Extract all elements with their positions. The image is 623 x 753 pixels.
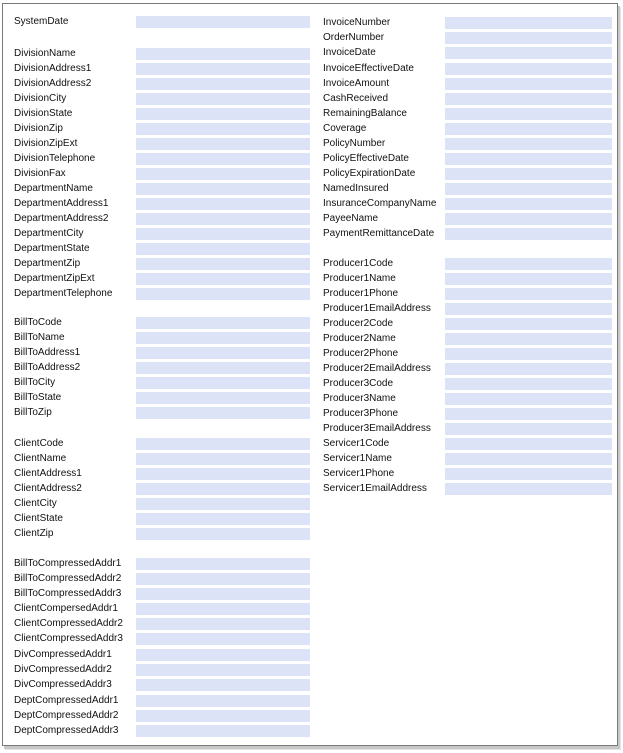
producer1-email-address-row: [323, 302, 623, 316]
bill-to-state-label: BillToState: [14, 392, 62, 403]
bill-to-state-row: [14, 391, 314, 405]
client-name-field[interactable]: [136, 453, 310, 465]
coverage-label: Coverage: [323, 123, 367, 134]
producer2-email-address-label: Producer2EmailAddress: [323, 363, 431, 374]
policy-expiration-date-row: [323, 167, 623, 181]
department-name-row: [14, 182, 314, 196]
client-code-field[interactable]: [136, 438, 310, 450]
client-city-row: [14, 497, 314, 511]
producer2-name-row: [323, 332, 623, 346]
producer2-code-row: [323, 317, 623, 331]
insurance-company-name-row: [323, 197, 623, 211]
producer3-email-address-label: Producer3EmailAddress: [323, 423, 431, 434]
department-zip-ext-label: DepartmentZipExt: [14, 273, 95, 284]
bill-to-zip-row: [14, 406, 314, 420]
client-compersed-addr1-field[interactable]: [136, 603, 310, 615]
insurance-company-name-field[interactable]: [445, 198, 612, 210]
servicer1-code-field[interactable]: [445, 438, 612, 450]
division-zip-ext-label: DivisionZipExt: [14, 138, 78, 149]
div-compressed-addr1-row: [14, 648, 314, 662]
producer2-code-field[interactable]: [445, 318, 612, 330]
div-compressed-addr2-row: [14, 663, 314, 677]
servicer1-code-label: Servicer1Code: [323, 438, 390, 449]
division-name-field[interactable]: [136, 48, 310, 60]
client-compersed-addr1-label: ClientCompersedAddr1: [14, 603, 118, 614]
department-city-label: DepartmentCity: [14, 228, 84, 239]
division-address1-row: [14, 62, 314, 76]
bill-to-city-field[interactable]: [136, 377, 310, 389]
remaining-balance-row: [323, 107, 623, 121]
division-city-label: DivisionCity: [14, 93, 67, 104]
producer1-email-address-label: Producer1EmailAddress: [323, 303, 431, 314]
div-compressed-addr3-label: DivCompressedAddr3: [14, 679, 112, 690]
servicer1-phone-row: [323, 467, 623, 481]
producer3-name-field[interactable]: [445, 393, 612, 405]
division-telephone-field[interactable]: [136, 153, 310, 165]
department-zip-label: DepartmentZip: [14, 258, 81, 269]
bill-to-zip-label: BillToZip: [14, 407, 52, 418]
system-date-row: [14, 15, 314, 29]
producer3-code-row: [323, 377, 623, 391]
division-state-field[interactable]: [136, 108, 310, 120]
division-address2-label: DivisionAddress2: [14, 78, 92, 89]
dept-compressed-addr2-field[interactable]: [136, 710, 310, 722]
dept-compressed-addr3-row: [14, 724, 314, 738]
invoice-number-label: InvoiceNumber: [323, 17, 391, 28]
named-insured-label: NamedInsured: [323, 183, 389, 194]
dept-compressed-addr1-field[interactable]: [136, 695, 310, 707]
division-address1-field[interactable]: [136, 63, 310, 75]
client-compressed-addr3-field[interactable]: [136, 633, 310, 645]
bill-to-name-label: BillToName: [14, 332, 65, 343]
bill-to-address2-label: BillToAddress2: [14, 362, 81, 373]
client-state-field[interactable]: [136, 513, 310, 525]
producer3-code-label: Producer3Code: [323, 378, 394, 389]
producer2-email-address-row: [323, 362, 623, 376]
invoice-effective-date-label: InvoiceEffectiveDate: [323, 63, 414, 74]
client-code-row: [14, 437, 314, 451]
department-address1-field[interactable]: [136, 198, 310, 210]
dept-compressed-addr2-label: DeptCompressedAddr2: [14, 710, 119, 721]
client-address1-field[interactable]: [136, 468, 310, 480]
bill-to-compressed-addr3-label: BillToCompressedAddr3: [14, 588, 122, 599]
bill-to-compressed-addr3-row: [14, 587, 314, 601]
bill-to-code-field[interactable]: [136, 317, 310, 329]
client-zip-row: [14, 527, 314, 541]
cash-received-field[interactable]: [445, 93, 612, 105]
servicer1-name-label: Servicer1Name: [323, 453, 392, 464]
bill-to-code-row: [14, 316, 314, 330]
department-address2-field[interactable]: [136, 213, 310, 225]
department-zip-row: [14, 257, 314, 271]
bill-to-city-label: BillToCity: [14, 377, 56, 388]
invoice-number-row: [323, 16, 623, 30]
client-name-label: ClientName: [14, 453, 67, 464]
bill-to-city-row: [14, 376, 314, 390]
servicer1-email-address-row: [323, 482, 623, 496]
dept-compressed-addr1-row: [14, 694, 314, 708]
producer1-code-label: Producer1Code: [323, 258, 394, 269]
bill-to-name-row: [14, 331, 314, 345]
bill-to-address1-row: [14, 346, 314, 360]
department-telephone-field[interactable]: [136, 288, 310, 300]
bill-to-code-label: BillToCode: [14, 317, 62, 328]
payee-name-field[interactable]: [445, 213, 612, 225]
producer2-phone-label: Producer2Phone: [323, 348, 399, 359]
client-compressed-addr2-label: ClientCompressedAddr2: [14, 618, 123, 629]
producer3-phone-label: Producer3Phone: [323, 408, 399, 419]
producer2-name-field[interactable]: [445, 333, 612, 345]
invoice-amount-label: InvoiceAmount: [323, 78, 390, 89]
client-compersed-addr1-row: [14, 602, 314, 616]
department-address1-label: DepartmentAddress1: [14, 198, 109, 209]
department-zip-field[interactable]: [136, 258, 310, 270]
division-city-field[interactable]: [136, 93, 310, 105]
payee-name-label: PayeeName: [323, 213, 379, 224]
policy-expiration-date-field[interactable]: [445, 168, 612, 180]
client-address2-field[interactable]: [136, 483, 310, 495]
policy-effective-date-field[interactable]: [445, 153, 612, 165]
payment-remittance-date-row: [323, 227, 623, 241]
producer1-code-row: [323, 257, 623, 271]
department-zip-ext-field[interactable]: [136, 273, 310, 285]
client-compressed-addr2-row: [14, 617, 314, 631]
cash-received-row: [323, 92, 623, 106]
division-zip-ext-row: [14, 137, 314, 151]
client-compressed-addr3-label: ClientCompressedAddr3: [14, 633, 123, 644]
division-zip-label: DivisionZip: [14, 123, 63, 134]
remaining-balance-label: RemainingBalance: [323, 108, 407, 119]
producer1-phone-row: [323, 287, 623, 301]
bill-to-compressed-addr2-label: BillToCompressedAddr2: [14, 573, 122, 584]
department-city-field[interactable]: [136, 228, 310, 240]
bill-to-address1-label: BillToAddress1: [14, 347, 81, 358]
named-insured-field[interactable]: [445, 183, 612, 195]
bill-to-compressed-addr1-label: BillToCompressedAddr1: [14, 558, 122, 569]
coverage-field[interactable]: [445, 123, 612, 135]
invoice-date-row: [323, 46, 623, 60]
producer3-email-address-field[interactable]: [445, 423, 612, 435]
division-fax-row: [14, 167, 314, 181]
department-state-row: [14, 242, 314, 256]
policy-effective-date-label: PolicyEffectiveDate: [323, 153, 409, 164]
client-code-label: ClientCode: [14, 438, 64, 449]
servicer1-name-field[interactable]: [445, 453, 612, 465]
dept-compressed-addr3-label: DeptCompressedAddr3: [14, 725, 119, 736]
bill-to-compressed-addr3-field[interactable]: [136, 588, 310, 600]
div-compressed-addr2-field[interactable]: [136, 664, 310, 676]
client-zip-label: ClientZip: [14, 528, 54, 539]
department-address2-label: DepartmentAddress2: [14, 213, 109, 224]
division-zip-ext-field[interactable]: [136, 138, 310, 150]
form-panel: [2, 3, 618, 746]
bill-to-compressed-addr1-field[interactable]: [136, 558, 310, 570]
invoice-effective-date-row: [323, 62, 623, 76]
producer1-name-field[interactable]: [445, 273, 612, 285]
division-zip-field[interactable]: [136, 123, 310, 135]
division-telephone-row: [14, 152, 314, 166]
invoice-amount-field[interactable]: [445, 78, 612, 90]
producer1-email-address-field[interactable]: [445, 303, 612, 315]
coverage-row: [323, 122, 623, 136]
bill-to-address1-field[interactable]: [136, 347, 310, 359]
div-compressed-addr1-field[interactable]: [136, 649, 310, 661]
producer3-code-field[interactable]: [445, 378, 612, 390]
producer1-phone-field[interactable]: [445, 288, 612, 300]
invoice-amount-row: [323, 77, 623, 91]
client-city-label: ClientCity: [14, 498, 57, 509]
department-address1-row: [14, 197, 314, 211]
division-address2-row: [14, 77, 314, 91]
department-telephone-label: DepartmentTelephone: [14, 288, 113, 299]
servicer1-email-address-label: Servicer1EmailAddress: [323, 483, 427, 494]
division-name-row: [14, 47, 314, 61]
named-insured-row: [323, 182, 623, 196]
bill-to-state-field[interactable]: [136, 392, 310, 404]
client-state-row: [14, 512, 314, 526]
client-address1-row: [14, 467, 314, 481]
department-address2-row: [14, 212, 314, 226]
invoice-date-field[interactable]: [445, 47, 612, 59]
policy-effective-date-row: [323, 152, 623, 166]
division-name-label: DivisionName: [14, 48, 76, 59]
bill-to-zip-field[interactable]: [136, 407, 310, 419]
remaining-balance-field[interactable]: [445, 108, 612, 120]
department-name-label: DepartmentName: [14, 183, 93, 194]
producer3-name-row: [323, 392, 623, 406]
servicer1-name-row: [323, 452, 623, 466]
department-city-row: [14, 227, 314, 241]
client-address1-label: ClientAddress1: [14, 468, 82, 479]
servicer1-email-address-field[interactable]: [445, 483, 612, 495]
client-zip-field[interactable]: [136, 528, 310, 540]
division-fax-field[interactable]: [136, 168, 310, 180]
division-state-label: DivisionState: [14, 108, 73, 119]
policy-number-label: PolicyNumber: [323, 138, 386, 149]
bill-to-compressed-addr2-row: [14, 572, 314, 586]
div-compressed-addr3-row: [14, 678, 314, 692]
dept-compressed-addr1-label: DeptCompressedAddr1: [14, 695, 119, 706]
bill-to-address2-field[interactable]: [136, 362, 310, 374]
div-compressed-addr3-field[interactable]: [136, 679, 310, 691]
bill-to-address2-row: [14, 361, 314, 375]
dept-compressed-addr3-field[interactable]: [136, 725, 310, 737]
producer2-code-label: Producer2Code: [323, 318, 394, 329]
department-telephone-row: [14, 287, 314, 301]
producer1-name-row: [323, 272, 623, 286]
order-number-row: [323, 31, 623, 45]
system-date-label: SystemDate: [14, 16, 69, 27]
producer2-phone-field[interactable]: [445, 348, 612, 360]
client-address2-row: [14, 482, 314, 496]
client-compressed-addr2-field[interactable]: [136, 618, 310, 630]
division-fax-label: DivisionFax: [14, 168, 66, 179]
invoice-date-label: InvoiceDate: [323, 47, 376, 58]
producer3-phone-field[interactable]: [445, 408, 612, 420]
division-address2-field[interactable]: [136, 78, 310, 90]
servicer1-phone-label: Servicer1Phone: [323, 468, 395, 479]
department-state-field[interactable]: [136, 243, 310, 255]
policy-number-field[interactable]: [445, 138, 612, 150]
bill-to-compressed-addr2-field[interactable]: [136, 573, 310, 585]
department-name-field[interactable]: [136, 183, 310, 195]
client-address2-label: ClientAddress2: [14, 483, 82, 494]
policy-expiration-date-label: PolicyExpirationDate: [323, 168, 416, 179]
bill-to-name-field[interactable]: [136, 332, 310, 344]
producer2-name-label: Producer2Name: [323, 333, 396, 344]
producer1-code-field[interactable]: [445, 258, 612, 270]
bill-to-compressed-addr1-row: [14, 557, 314, 571]
department-zip-ext-row: [14, 272, 314, 286]
insurance-company-name-label: InsuranceCompanyName: [323, 198, 437, 209]
payment-remittance-date-field[interactable]: [445, 228, 612, 240]
order-number-field[interactable]: [445, 32, 612, 44]
department-state-label: DepartmentState: [14, 243, 90, 254]
invoice-effective-date-field[interactable]: [445, 63, 612, 75]
producer1-phone-label: Producer1Phone: [323, 288, 399, 299]
division-zip-row: [14, 122, 314, 136]
div-compressed-addr1-label: DivCompressedAddr1: [14, 649, 112, 660]
client-name-row: [14, 452, 314, 466]
div-compressed-addr2-label: DivCompressedAddr2: [14, 664, 112, 675]
producer2-email-address-field[interactable]: [445, 363, 612, 375]
policy-number-row: [323, 137, 623, 151]
client-city-field[interactable]: [136, 498, 310, 510]
servicer1-code-row: [323, 437, 623, 451]
producer3-phone-row: [323, 407, 623, 421]
client-state-label: ClientState: [14, 513, 63, 524]
division-state-row: [14, 107, 314, 121]
order-number-label: OrderNumber: [323, 32, 385, 43]
cash-received-label: CashReceived: [323, 93, 389, 104]
producer1-name-label: Producer1Name: [323, 273, 396, 284]
servicer1-phone-field[interactable]: [445, 468, 612, 480]
producer3-name-label: Producer3Name: [323, 393, 396, 404]
system-date-field[interactable]: [136, 16, 310, 28]
division-address1-label: DivisionAddress1: [14, 63, 92, 74]
client-compressed-addr3-row: [14, 632, 314, 646]
division-telephone-label: DivisionTelephone: [14, 153, 96, 164]
invoice-number-field[interactable]: [445, 17, 612, 29]
payee-name-row: [323, 212, 623, 226]
producer2-phone-row: [323, 347, 623, 361]
division-city-row: [14, 92, 314, 106]
dept-compressed-addr2-row: [14, 709, 314, 723]
payment-remittance-date-label: PaymentRemittanceDate: [323, 228, 435, 239]
producer3-email-address-row: [323, 422, 623, 436]
